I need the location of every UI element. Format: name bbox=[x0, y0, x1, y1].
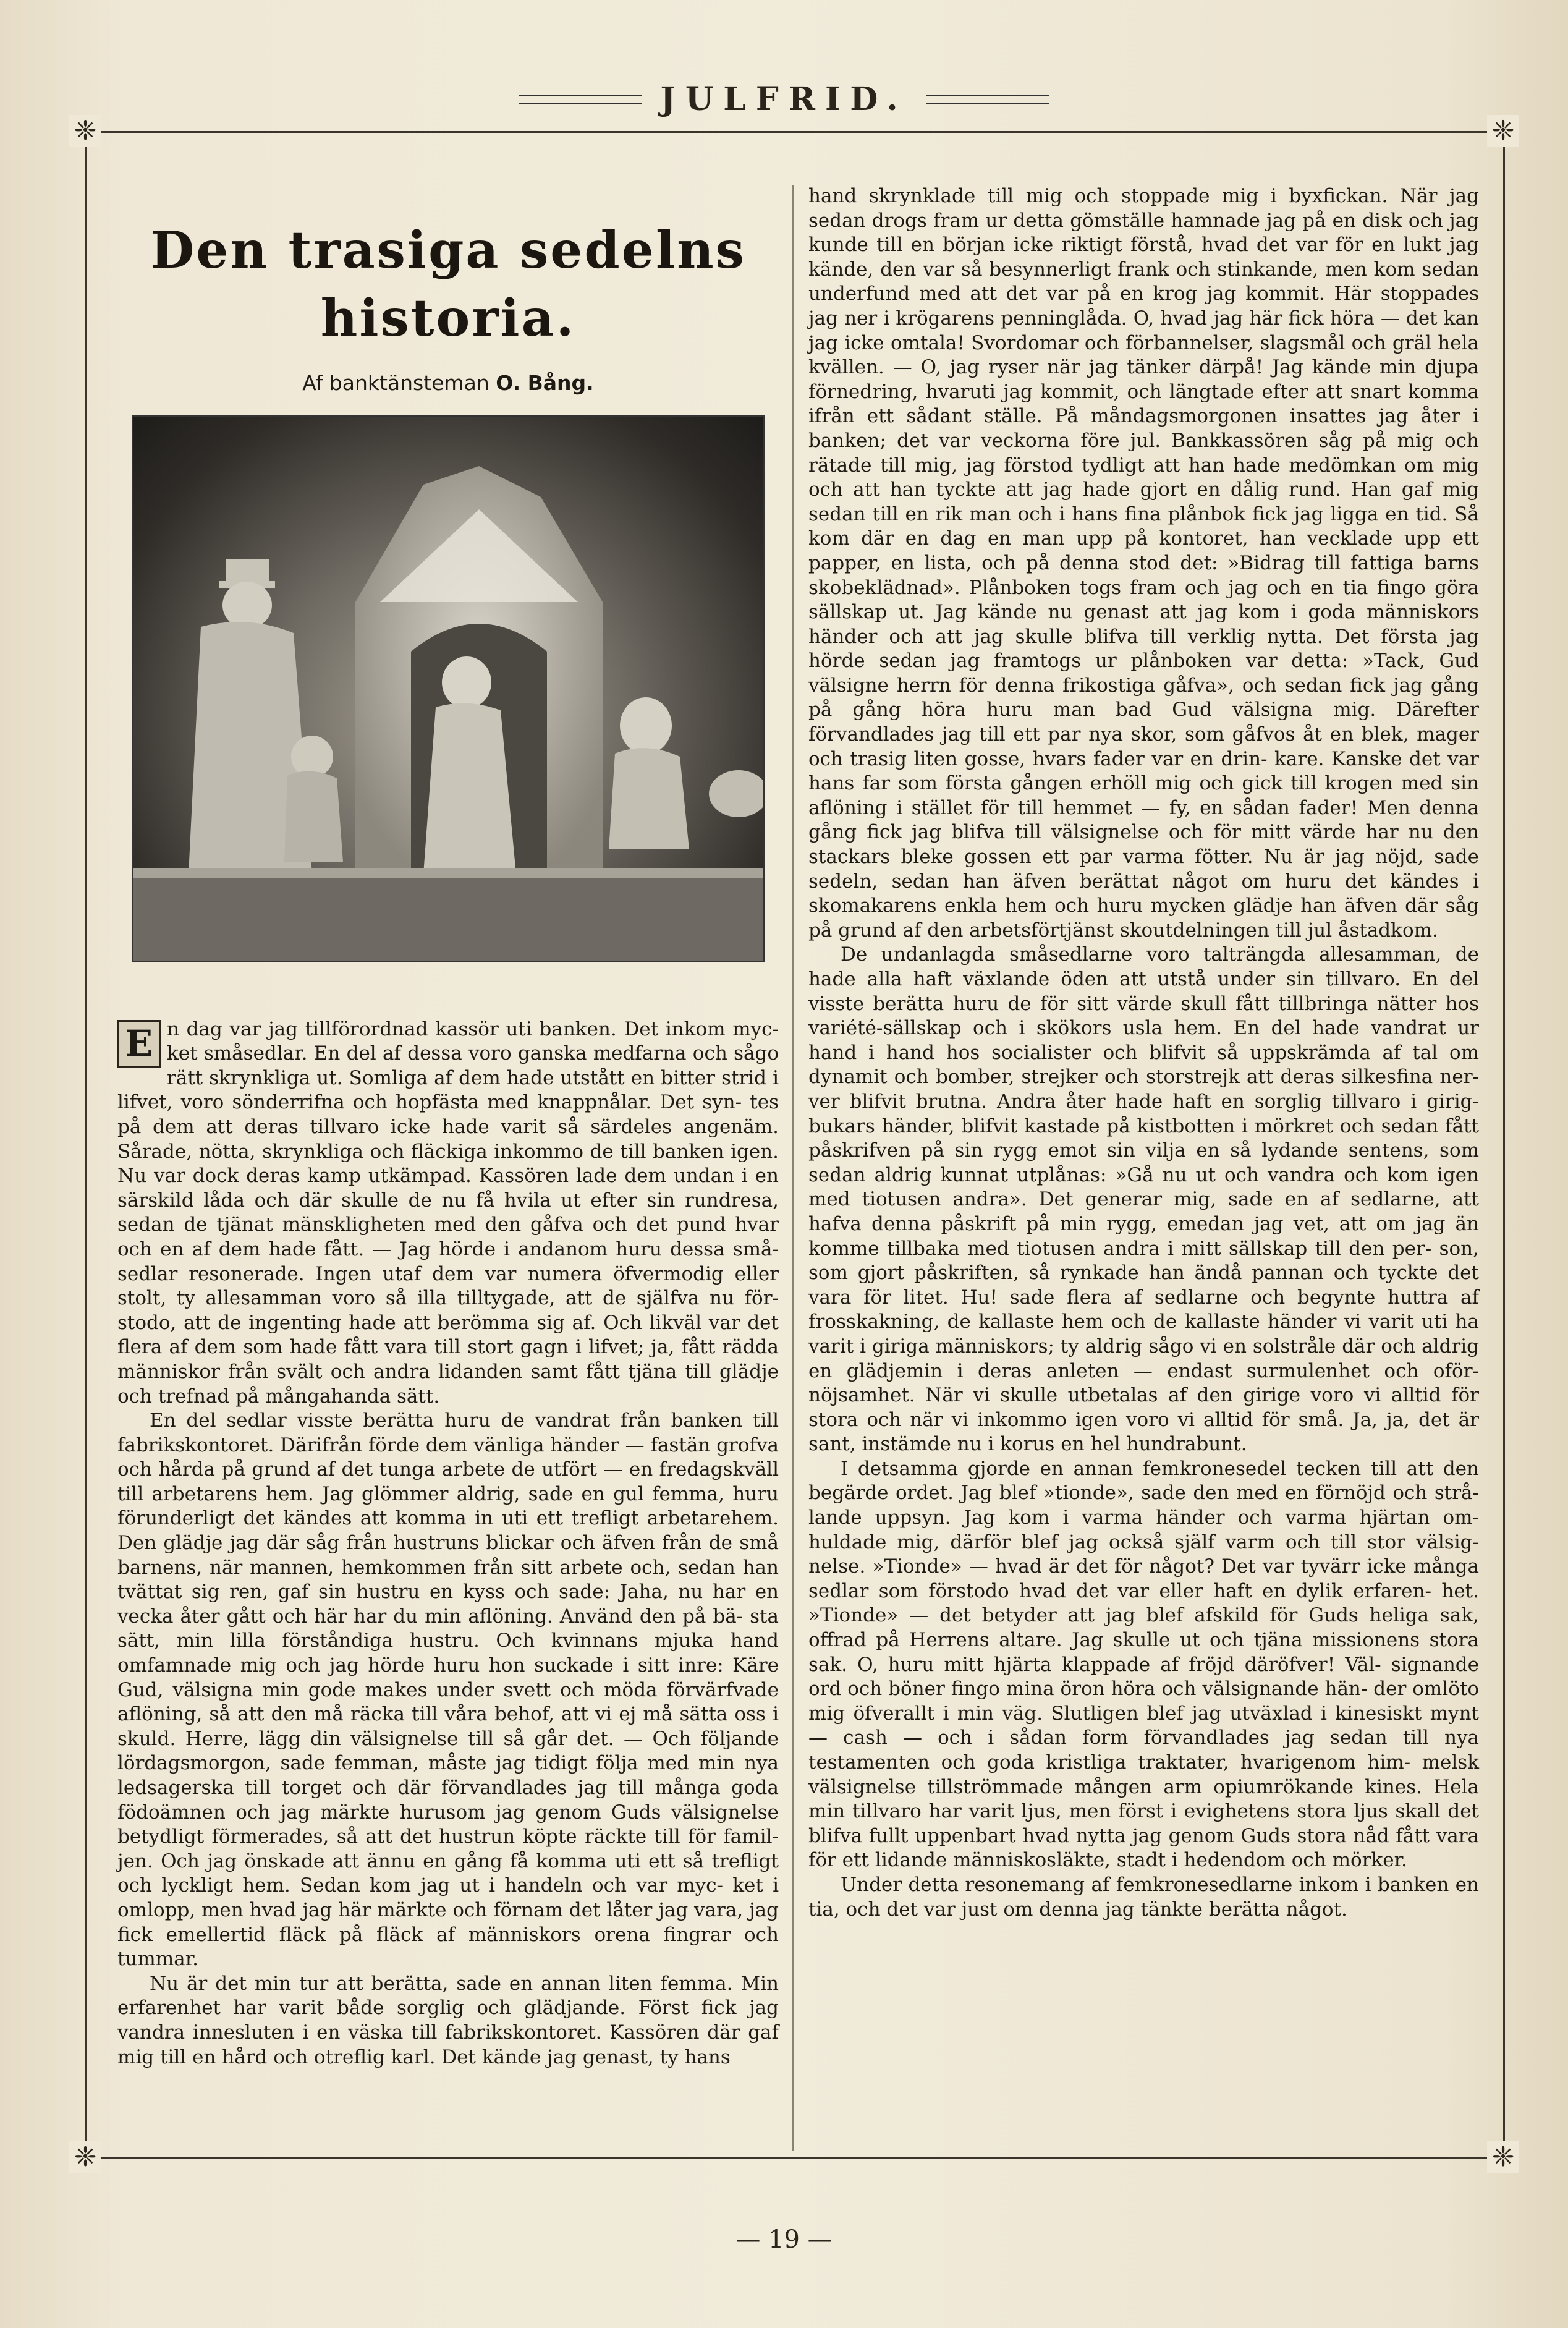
frame-right-rule bbox=[1503, 131, 1505, 2157]
magazine-title: JULFRID. bbox=[660, 80, 908, 118]
frame-bottom-rule bbox=[80, 2157, 1508, 2159]
paragraph: En del sedlar visste berätta huru de vandrat från banken till fabrikskontoret. Därifrån förde dem vänliga händer — fastän grofva och hårda på grund af det tunga arbete de utfört — en fredagskväll till arbetarens hem. Jag glömmer aldrig, sade en gul femma, huru förunderligt det kändes att komma in uti ett trefligt arbetarehem. Den glädje jag där såg från hustruns blickar och äfven från de små barnens, när mannen, hemkommen från sitt arbete och, sedan han tvättat sig ren, gaf sin hustru en kyss och sade: Jaha, nu har en vecka åter gått och här har du min aflöning. Använd den på bä- sta sätt, min lilla förståndiga hustru. Och kvinnans mjuka hand omfamnade mig och jag hörde huru hon suckade i sitt inre: Käre Gud, välsigna min gode makes under svett och möda förvärfvade aflöning, så att den må räcka till våra behof, att vi ej må sätta oss i skuld. Herre, lägg din välsignelse till så går det. — Och följande lördagsmorgon, sade femman, måste jag tidigt följa med min nya ledsagerska till torget och där förvandlades jag till många goda födoämnen och jag märkte hurusom jag genom Guds välsignelse betydligt förmerades, så att det hustrun köpte räckte till för famil- jen. Och jag önskade att ännu en gång få komma uti ett så trefligt och lyckligt hem. Sedan kom jag ut i handeln och var myc- ket i omlopp, men hvad jag här märkte och förnam det låter jag vara, jag fick emellertid fläck på fläck af människors orena fingrar och tummar. bbox=[117, 1409, 779, 1971]
left-column bbox=[117, 185, 779, 2070]
paragraph bbox=[117, 1017, 779, 1409]
corner-ornament-icon: ❈ bbox=[1487, 2141, 1519, 2173]
frame-top-rule bbox=[80, 131, 1508, 133]
corner-ornament-icon: ❈ bbox=[69, 2141, 101, 2173]
drop-cap: E bbox=[117, 1020, 161, 1068]
paragraph: Under detta resonemang af femkronesedlarne inkom i banken en tia, och det var just om denna jag tänkte berätta något. bbox=[808, 1873, 1479, 1921]
header-rule-right bbox=[926, 95, 1049, 104]
paragraph: Nu är det min tur att berätta, sade en annan liten femma. Min erfarenhet har varit både sorglig och glädjande. Först fick jag vandra innesluten i en väska till fabrikskontoret. Kassören där gaf mig till en hård och otreflig karl. Det kände jag genast, ty hans bbox=[117, 1972, 779, 2068]
paragraph: I detsamma gjorde en annan femkronesedel tecken till att den begärde ordet. Jag blef »tionde», sade den med en förnöjd och strå- lande uppsyn. Jag kom i varma händer och varma hjärtan om- huldade mig, därför blef jag också själf varm och till stor välsig- nelse. »Tionde» — hvad är det för något? Det var tyvärr icke många sedlar som förstodo hvad det var eller haft en dylik erfaren- het. »Tionde» — det betyder att jag blef afskild för Guds heliga sak, offrad på Herrens altare. Jag skulle ut och tjäna missionens stora sak. O, huru mitt hjärta klappade af fröjd däröfver! Väl- signande ord och böner fingo mina öron höra och välsignande hän- der omlöto mig öfverallt i min väg. Slutligen blef jag utväxlad i kinesiskt mynt — cash — och i sådan form förvandlades jag sedan till nya testamenten och goda kristliga traktater, hvarigenom him- melsk välsignelse tillströmmade mången arm opiumrökande kines. Hela min tillvaro har varit ljus, men först i evighetens stora ljus skall det blifva fullt uppenbart hvad nytta jag genom Guds stora nåd fått vara för ett lidande människosläkte, stadt i hedendom och mörker. bbox=[808, 1457, 1479, 1872]
corner-ornament-icon: ❈ bbox=[69, 115, 101, 147]
byline bbox=[117, 371, 779, 396]
column-divider bbox=[792, 185, 794, 2151]
article-title: Den trasiga sedelns historia. bbox=[150, 221, 746, 348]
paragraph: De undanlagda småsedlarne voro talträngda allesamman, de hade alla haft växlande öden att utstå under sin tillvaro. En del visste berätta huru de för sitt värde skull fått tillbringa nätter hos variété-sällskap och i skökors usla hem. En del hade vandrat ur hand i hand hos socialister och blifvit så uppskrämda af tal om dynamit och bomber, strejker och storstrejk att deras silkesfina ner- ver blifvit brutna. Andra åter hade haft en sorglig tillvaro i girig- bukars händer, blifvit kastade på kistbotten i mörkret och sedan fått påskrifven på sin rygg emot sin vilja en så lydande sentens, som sedan aldrig kunnat utplånas: »Gå nu ut och vandra och kom igen med tiotusen andra». Det generar mig, sade en af sedlarne, att hafva denna påskrift på min rygg, emedan jag vet, att om jag än komme tillbaka med tiotusen andra i mitt sällskap till den per- son, som gjort påskriften, så rynkade han ändå pannan och tyckte det vara för litet. Hu! sade flera af sedlarne och begynte huttra af frosskakning, de kallaste hem och de kallaste händer vi varit uti ha varit i giriga människors; ty aldrig sågo vi en solstråle där och aldrig en glädjemin i deras anleten — endast surmulenhet och oför- nöjsamhet. När vi skulle utbetalas af den girige voro vi alltid för stora och när vi inkommo igen voro vi alltid för små. Ja, ja, det är sant, instämde nu i korus en hel hundrabunt. bbox=[808, 943, 1479, 1456]
right-column bbox=[808, 184, 1479, 1922]
byline-author: O. Bång. bbox=[496, 371, 594, 395]
byline-prefix: Af banktänsteman bbox=[302, 371, 489, 395]
corner-ornament-icon: ❈ bbox=[1487, 115, 1519, 147]
running-header bbox=[0, 80, 1568, 124]
page-number: — 19 — bbox=[735, 2225, 833, 2254]
header-rule-left bbox=[519, 95, 642, 104]
illustration-photo bbox=[132, 415, 765, 962]
paragraph-text: n dag var jag tillförordnad kassör uti banken. Det inkom myc- ket småsedlar. En del af dessa voro ganska medfarna och sågo rätt skrynkliga ut. Somliga af dem hade utstått en bitter strid i lifvet, voro sönderrifna och hopfästa med knappnålar. Det syn- tes på dem att deras tillvaro icke hade varit så särdeles angenäm. Sårade, nötta, skrynkliga och fläckiga inkommo de till banken igen. Nu var dock deras kamp utkämpad. Kassören lade dem undan i en särskild låda och där skulle de nu få hvila ut efter sin rundresa, sedan de tjänat mänskligheten med den gåfva och det pund hvar och en af dem hade fått. — Jag hörde i andanom huru dessa små- sedlar resonerade. Ingen utaf dem var numera öfvermodig eller stolt, ty allesamman voro så illa tilltygade, att de själfva nu för- stodo, att de ingenting hade att berömma sig af. Och likväl var det flera af dem som hade fått vara till stort gagn i lifvet; ja, fått rädda människor från svält och andra lidanden samt fått tjäna till glädje och trefnad på mångahanda sätt. bbox=[117, 1017, 779, 1408]
snow-sculpture-figure bbox=[133, 417, 763, 961]
frame-left-rule bbox=[85, 131, 87, 2157]
paragraph: hand skrynklade till mig och stoppade mig i byxfickan. När jag sedan drogs fram ur detta gömställe hamnade jag på en disk och jag kunde till en början icke riktigt förstå, hvad det var för en lukt jag kände, den var så besynnerligt frank och stinkande, men kom sedan underfund med att det var på en krog jag kommit. Här stoppades jag ner i krögarens penninglåda. O, hvad jag här fick höra — det kan jag icke omtala! Svordomar och förbannelser, slagsmål och gräl hela kvällen. — O, jag ryser när jag tänker därpå! Jag kände min djupa förnedring, hvaruti jag kommit, och längtade efter att snart komma ifrån ett sådant ställe. På måndagsmorgonen insattes jag åter i banken; det var veckorna före jul. Bankkassören såg på mig och rätade till mig, jag förstod tydligt att han hade medömkan om mig och att han tyckte att jag hade gjort en dålig rund. Han gaf mig sedan till en rik man och i hans fina plånbok fick jag ligga en tid. Så kom där en dag en man upp på kontoret, han vecklade upp ett papper, en lista, och på denna stod det: »Bidrag till fattiga barns skobeklädnad». Plånboken togs fram och jag och en tia fingo göra sällskap ut. Jag kände nu genast att jag kom i goda människors händer och att jag skulle blifva till verklig nytta. Det första jag hörde sedan jag framtogs ur plånboken var detta: »Tack, Gud välsigne herrn för denna frikostiga gåfva», och sedan fick jag gång på gång höra huru man bad Gud välsigna mig. Därefter förvandlades jag till ett par nya skor, som gåfvos åt en blek, mager och trasig liten gosse, hvars fader var en drin- kare. Kanske det var hans far som första gången erhöll mig och gick till krogen med sin aflöning i stället för till hemmet — fy, en sådan fader! Men denna gång fick jag blifva till välsignelse och för mitt värde har nu den stackars bleke gossen ett par varma fötter. Nu är jag nöjd, sade sedeln, sedan han äfven berättat något om huru det kändes i skomakarens enkla hem och huru mycken glädje han äfven där såg på grund af den arbetsförtjänst skoutdelningen till jul åstadkom. bbox=[808, 185, 1479, 941]
